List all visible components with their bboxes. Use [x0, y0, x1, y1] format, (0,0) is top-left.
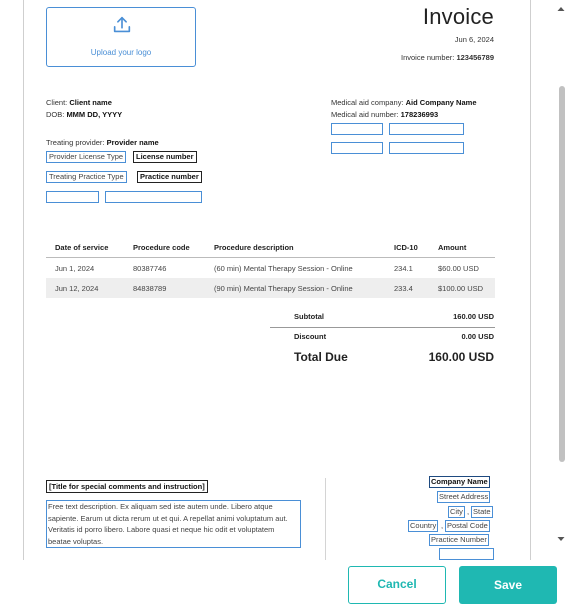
save-button[interactable]: Save — [459, 566, 557, 604]
invoice-number[interactable]: 123456789 — [456, 53, 494, 62]
city-field[interactable]: City — [450, 507, 463, 516]
invoice-number-line — [401, 53, 494, 62]
cell-description: (60 min) Mental Therapy Session - Online — [214, 264, 353, 273]
medical-aid-company-label: Medical aid company: — [331, 98, 404, 107]
practice-number-field[interactable]: Practice number — [137, 171, 202, 183]
cell-icd10: 233.4 — [385, 278, 429, 298]
client-name[interactable]: Client name — [69, 98, 112, 107]
modal-right-edge — [530, 0, 531, 560]
modal-footer — [0, 560, 567, 616]
col-amount: Amount — [429, 240, 495, 258]
discount-label: Discount — [294, 332, 327, 341]
dob-label: DOB: — [46, 110, 65, 119]
aid-empty-field-1[interactable] — [331, 123, 383, 135]
services-table — [46, 240, 495, 298]
table-row[interactable] — [46, 278, 495, 298]
cell-amount: $60.00 USD — [438, 264, 479, 273]
medical-aid-number-line — [331, 110, 438, 119]
medical-aid-company-line — [331, 98, 477, 107]
cell-amount: $100.00 USD — [429, 278, 495, 298]
discount-row — [270, 327, 495, 343]
practice-number-company-field[interactable]: Practice Number — [431, 535, 487, 544]
company-extra-field[interactable] — [439, 548, 494, 560]
discount-value[interactable]: 0.00 USD — [461, 332, 494, 341]
aid-empty-field-4[interactable] — [389, 142, 464, 154]
empty-field-1[interactable] — [46, 191, 99, 203]
scrollbar-thumb[interactable] — [559, 86, 565, 462]
invoice-sheet — [25, 0, 530, 560]
street-address-field[interactable]: Street Address — [439, 492, 489, 501]
address-separator: , — [467, 507, 470, 516]
provider-line — [46, 138, 159, 147]
logo-upload-button[interactable] — [46, 7, 196, 67]
subtotal-label: Subtotal — [294, 312, 324, 321]
empty-field-2[interactable] — [105, 191, 202, 203]
table-header-row — [46, 240, 495, 258]
client-line — [46, 98, 112, 107]
scroll-up-arrow-icon[interactable] — [557, 5, 565, 13]
total-due-value: 160.00 USD — [428, 350, 494, 364]
logo-upload-label: Upload your logo — [90, 48, 152, 57]
license-number-field[interactable]: License number — [133, 151, 197, 163]
total-due-label: Total Due — [294, 350, 348, 364]
col-date: Date of service — [46, 240, 124, 258]
medical-aid-number[interactable]: 178236993 — [400, 110, 439, 119]
upload-icon — [111, 14, 133, 36]
medical-aid-company[interactable]: Aid Company Name — [405, 98, 477, 107]
cell-code: 84838789 — [124, 278, 205, 298]
cell-date: Jun 1, 2024 — [55, 264, 95, 273]
col-description: Procedure description — [205, 240, 385, 258]
modal-left-edge — [0, 0, 24, 560]
scroll-down-arrow-icon[interactable] — [557, 535, 565, 543]
dob-line — [46, 110, 122, 119]
cell-date: Jun 12, 2024 — [46, 278, 124, 298]
footer-divider — [325, 478, 326, 560]
comments-title-field[interactable]: [Title for special comments and instruction] — [46, 480, 208, 493]
dob-value[interactable]: MMM DD, YYYY — [66, 110, 123, 119]
subtotal-value: 160.00 USD — [453, 312, 494, 321]
cell-icd10: 234.1 — [394, 264, 413, 273]
invoice-number-label: Invoice number: — [400, 53, 455, 62]
col-code: Procedure code — [124, 240, 205, 258]
license-type-field[interactable]: Provider License Type — [46, 151, 126, 163]
company-name-field[interactable]: Company Name — [431, 477, 488, 486]
client-label: Client: — [46, 98, 68, 107]
provider-name[interactable]: Provider name — [106, 138, 159, 147]
cancel-button[interactable]: Cancel — [348, 566, 446, 604]
invoice-date[interactable]: Jun 6, 2024 — [454, 35, 494, 44]
aid-empty-field-2[interactable] — [389, 123, 464, 135]
address-separator: , — [441, 521, 444, 530]
comments-body-field[interactable]: Free text description. Ex aliquam sed iste autem unde. Libero atque sapiente. Earum ut dicta rerum ut et qui. A repellat animi voluptatum aut. Veritatis id porro libero. Labore quasi et neque hic odit et voluptatem beatae voluptas. — [46, 500, 301, 548]
table-row[interactable] — [46, 258, 495, 279]
provider-label: Treating provider: — [46, 138, 105, 147]
postal-code-field[interactable]: Postal Code — [447, 521, 488, 530]
aid-empty-field-3[interactable] — [331, 142, 383, 154]
medical-aid-number-label: Medical aid number: — [331, 110, 399, 119]
invoice-title: Invoice — [422, 4, 494, 29]
practice-type-field[interactable]: Treating Practice Type — [46, 171, 127, 183]
country-field[interactable]: Country — [410, 521, 437, 530]
cell-code: 80387746 — [133, 264, 167, 273]
cell-description: (90 min) Mental Therapy Session - Online — [205, 278, 385, 298]
state-field[interactable]: State — [473, 507, 491, 516]
col-icd10: ICD-10 — [385, 240, 429, 258]
